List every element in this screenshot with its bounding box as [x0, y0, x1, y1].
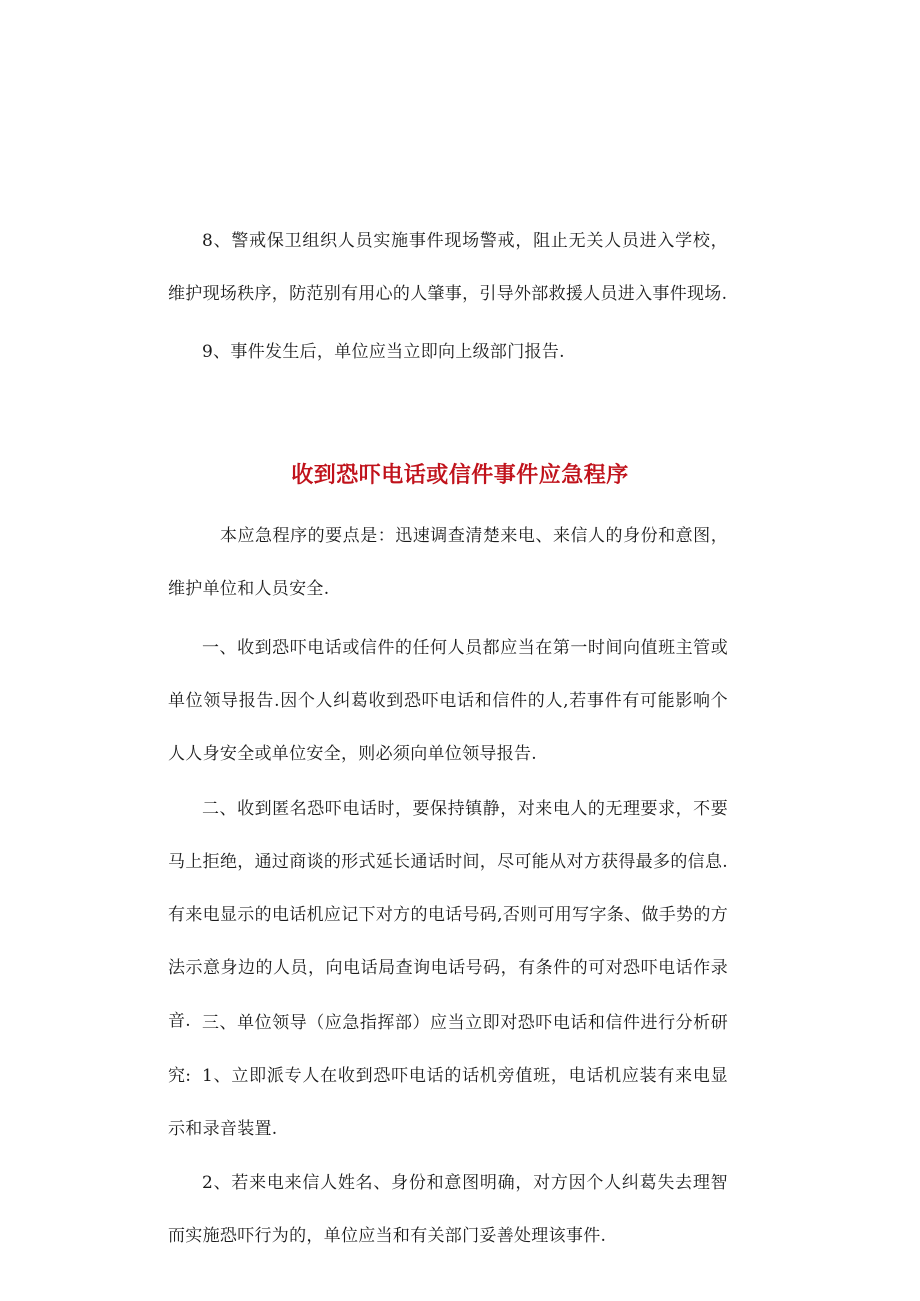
paragraph-item-1: 1、立即派专人在收到恐吓电话的话机旁值班，电话机应装有来电显示和录音装置.	[168, 1066, 728, 1139]
paragraph-item-9: 9、事件发生后，单位应当立即向上级部门报告.	[202, 342, 565, 362]
paragraph-section-2: 二、收到匿名恐吓电话时，要保持镇静，对来电人的无理要求，不要马上拒绝，通过商谈的形式延长通话时间，尽可能从对方获得最多的信息.有来电显示的电话机应记下对方的电话号码,否则可用写字条、做手势的方法示意身边的人员，向电话局查询电话号码，有条件的可对恐吓电话作录音.	[168, 799, 728, 1031]
paragraph-section-1: 一、收到恐吓电话或信件的任何人员都应当在第一时间向值班主管或单位领导报告.因个人纠葛收到恐吓电话和信件的人,若事件有可能影响个人人身安全或单位安全，则必须向单位领导报告.	[168, 638, 728, 764]
section-title: 收到恐吓电话或信件事件应急程序	[291, 463, 629, 488]
paragraph-section-3: 三、单位领导（应急指挥部）应当立即对恐吓电话和信件进行分析研究:	[168, 1013, 728, 1086]
paragraph-item-2: 2、若来电来信人姓名、身份和意图明确，对方因个人纠葛失去理智而实施恐吓行为的，单位应当和有关部门妥善处理该事件.	[168, 1173, 728, 1246]
paragraph-item-8: 8、警戒保卫组织人员实施事件现场警戒，阻止无关人员进入学校，维护现场秩序，防范别有用心的人肇事，引导外部救援人员进入事件现场.	[168, 231, 728, 304]
intro-paragraph: 本应急程序的要点是：迅速调查清楚来电、来信人的身份和意图，维护单位和人员安全.	[168, 526, 728, 599]
